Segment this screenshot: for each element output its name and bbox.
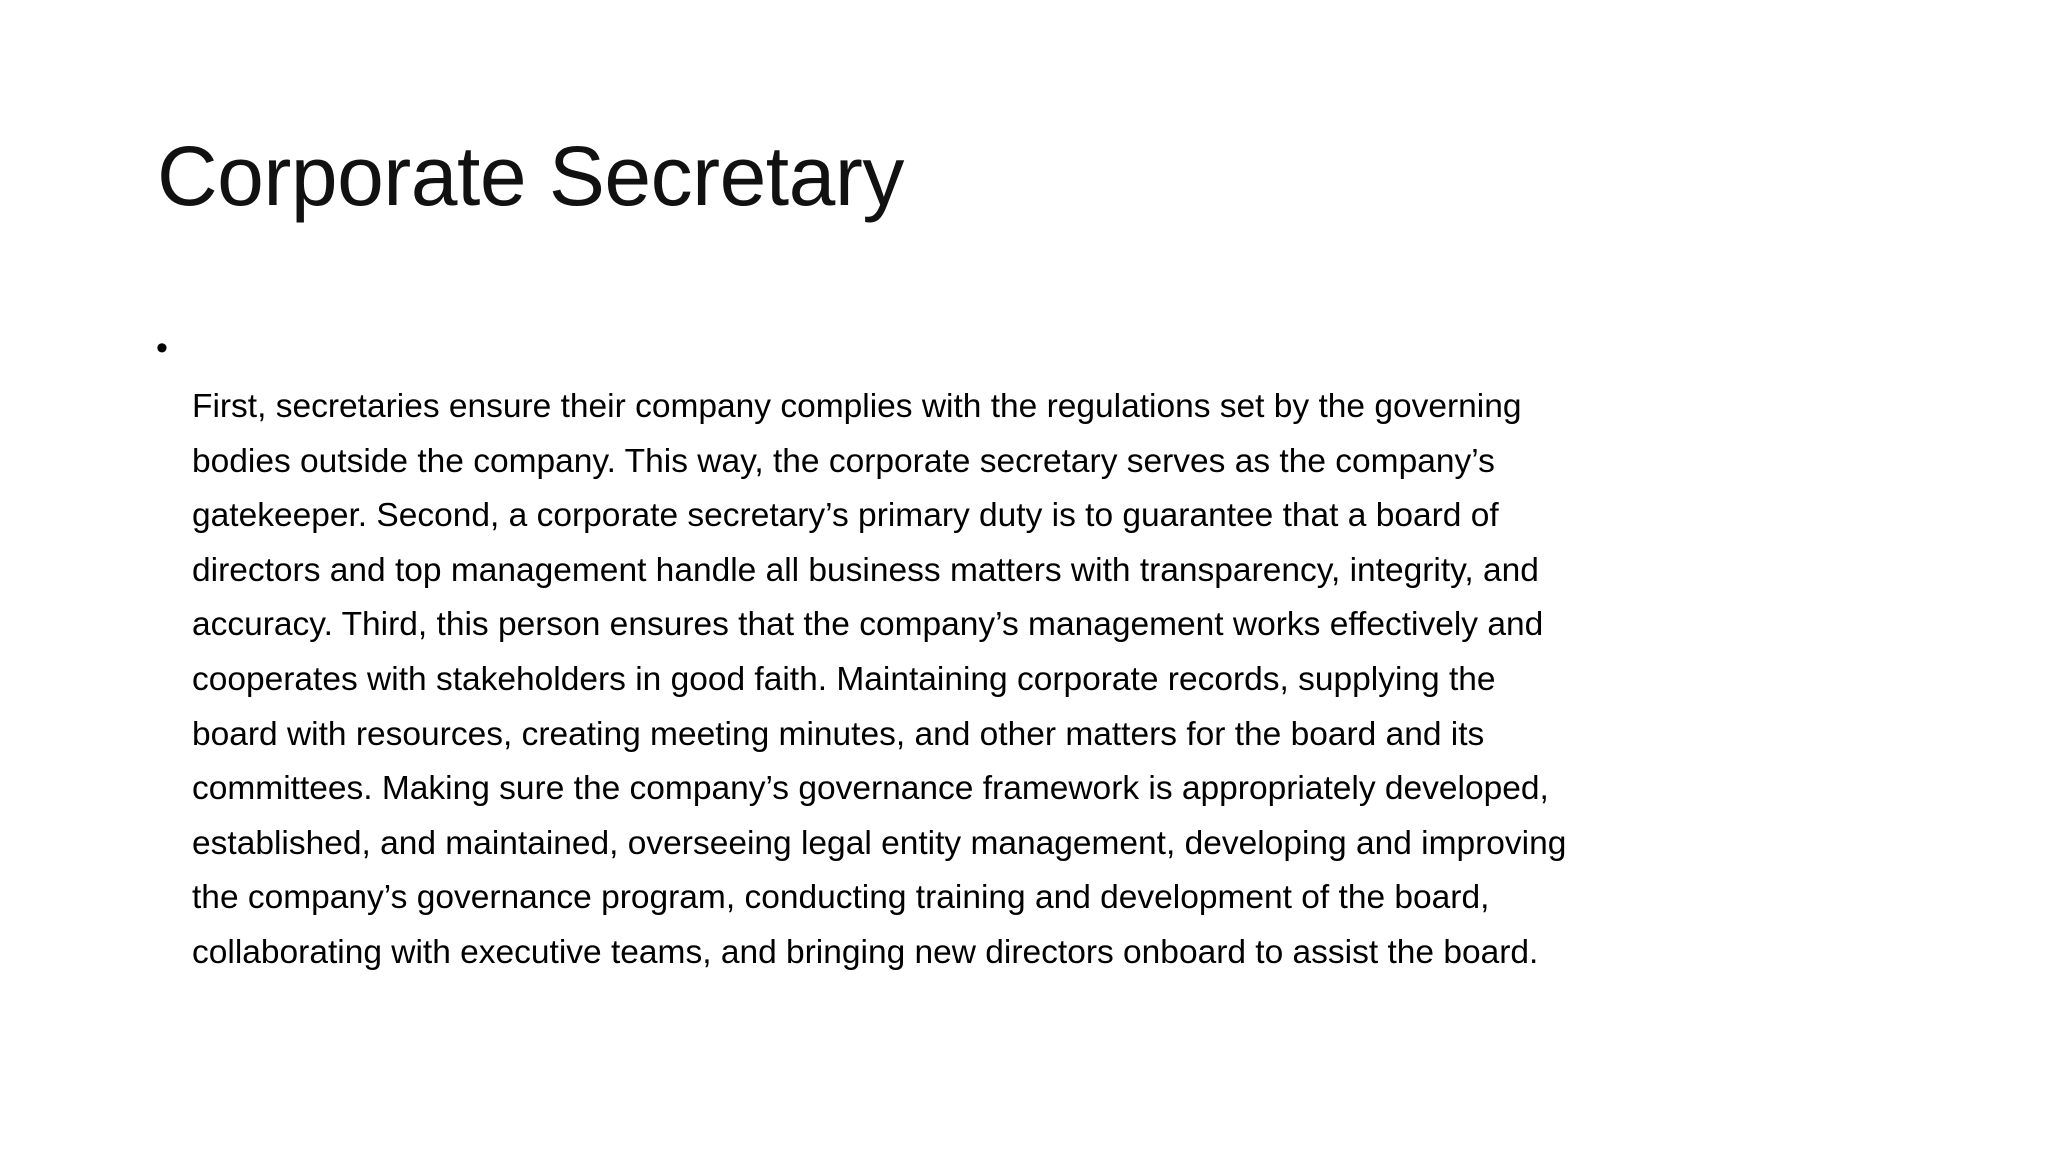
- bullet-point: •: [156, 329, 168, 367]
- body-line: established, and maintained, overseeing legal entity management, developing and improving: [192, 824, 1567, 862]
- body-line: directors and top management handle all business matters with transparency, integrity, and: [192, 551, 1539, 589]
- body-line: board with resources, creating meeting minutes, and other matters for the board and its: [192, 715, 1485, 753]
- body-line: cooperates with stakeholders in good faith. Maintaining corporate records, supplying the: [192, 660, 1496, 698]
- body-line: collaborating with executive teams, and bringing new directors onboard to assist the board.: [192, 933, 1539, 971]
- body-line: committees. Making sure the company’s governance framework is appropriately developed,: [192, 770, 1549, 808]
- body-line: gatekeeper. Second, a corporate secretary’s primary duty is to guarantee that a board of: [192, 497, 1499, 535]
- body-line: bodies outside the company. This way, the corporate secretary serves as the company’s: [192, 442, 1495, 480]
- body-line: the company’s governance program, conducting training and development of the board,: [192, 879, 1490, 917]
- body-line: accuracy. Third, this person ensures that the company’s management works effectively and: [192, 606, 1544, 644]
- body-paragraph: [192, 380, 1642, 981]
- slide-title: Corporate Secretary: [157, 129, 904, 223]
- body-line: First, secretaries ensure their company complies with the regulations set by the governing: [192, 388, 1522, 425]
